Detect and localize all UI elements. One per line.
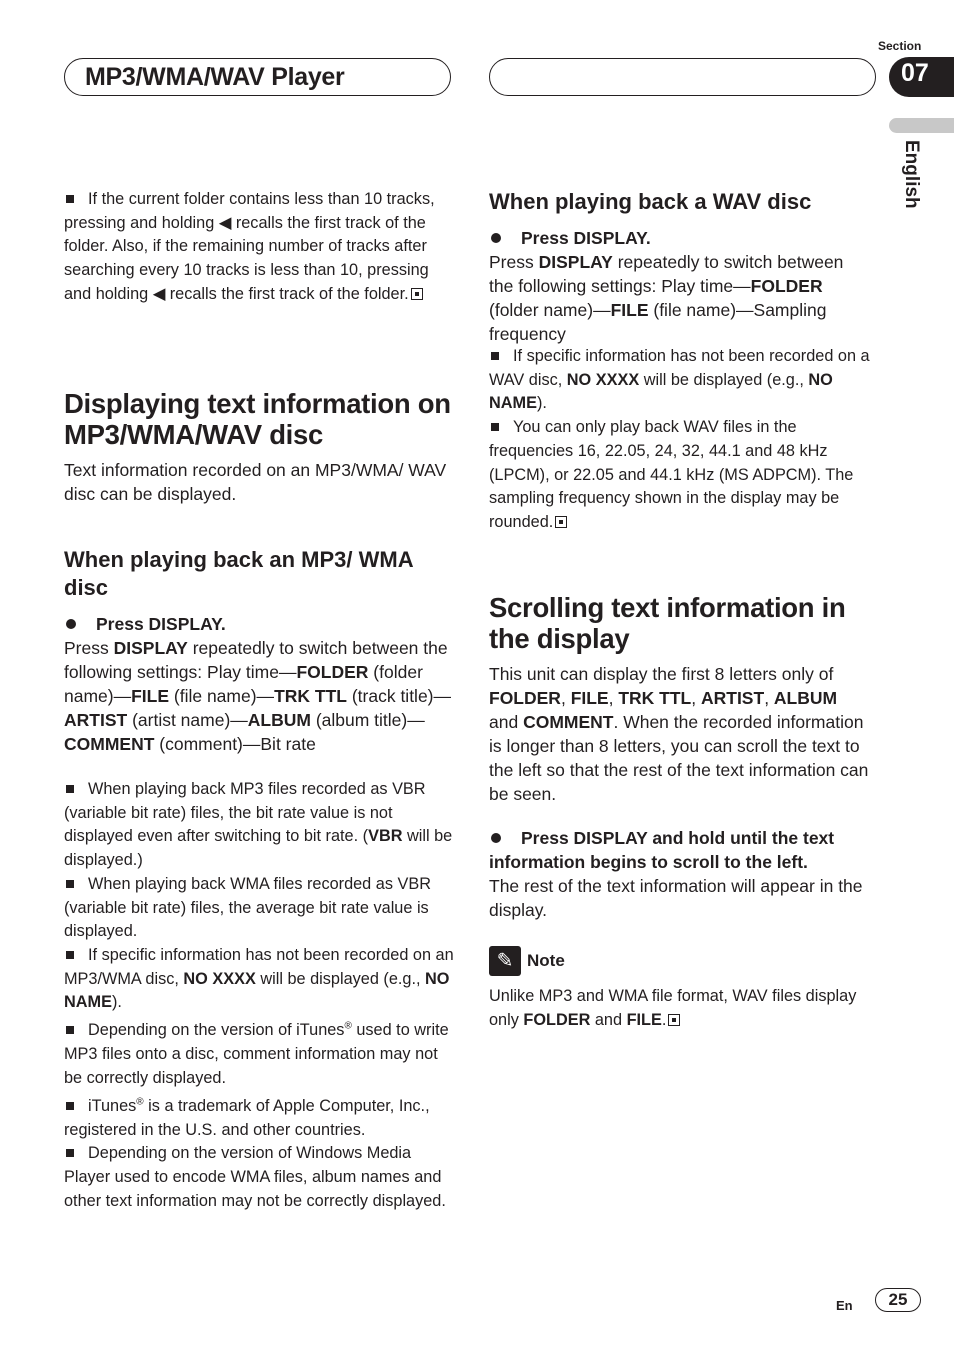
bullet-square-icon [66,951,74,959]
note-item: If specific information has not been recorded on a WAV disc, NO XXXX will be displayed (e.g., NO NAME). [489,347,870,413]
subheading-wav: When playing back a WAV disc [489,189,812,214]
pencil-note-icon: ✎ [489,946,521,976]
heading-scrolling-text: Scrolling text information in the display [489,592,846,654]
heading-displaying-text: Displaying text information on MP3/WMA/WAV disc [64,388,451,450]
note-item: You can only play back WAV files in the frequencies 16, 22.05, 24, 32, 44.1 and 48 kHz (LPCM), or 22.05 and 44.1 kHz (MS ADPCM). The sampling frequency shown in the display may be rounded. [489,418,854,531]
section-number: 07 [889,57,954,97]
step-body: Press DISPLAY repeatedly to switch between the following settings: Play time—FOLDER (folder name)—FILE (file name)—TRK TTL (track title)—ARTIST (artist name)—ALBUM (album title)—COMMENT (comment)—Bit rate [64,638,452,754]
bullet-dot-icon [66,619,76,629]
step2-body: The rest of the text information will appear in the display. [489,876,863,920]
step-press-hold: Press DISPLAY and hold until the text information begins to scroll to the left. [489,828,835,872]
header-empty-pill [489,58,876,96]
intro-bullet: If the current folder contains less than 10 tracks, pressing and holding ◀ recalls the first track of the folder. Also, if the remaining number of tracks after searching every 10 tracks is less than 10, pressing and holding ◀ recalls the first track of the folder. [64,190,435,303]
heading-body: This unit can display the first 8 letters only of FOLDER, FILE, TRK TTL, ARTIST, ALBUM and COMMENT. When the recorded information is longer than 8 letters, you can scroll the text to the left so that the rest of the text information can be seen. [489,664,869,804]
bullet-square-icon [66,195,74,203]
bullet-dot-icon [491,833,501,843]
subheading-mp3-wma: When playing back an MP3/ WMA disc [64,547,413,600]
header-title-pill [64,58,451,96]
bullet-square-icon [491,352,499,360]
end-mark-icon [411,288,423,300]
heading-body: Text information recorded on an MP3/WMA/ WAV disc can be displayed. [64,460,447,504]
language-label: English [901,140,922,209]
bullet-square-icon [66,1102,74,1110]
header-title: MP3/WMA/WAV Player [85,63,345,91]
step-body: Press DISPLAY repeatedly to switch between the following settings: Play time—FOLDER (folder name)—FILE (file name)—Sampling frequency [489,252,844,344]
bullet-square-icon [66,1149,74,1157]
language-tab [889,118,954,133]
footer-lang-code: En [836,1298,853,1313]
note-title: Note [527,951,565,970]
note-item: When playing back WMA files recorded as VBR (variable bit rate) files, the average bit rate value is displayed. [64,874,431,941]
note-item: Depending on the version of iTunes® used to write MP3 files onto a disc, comment information may not be correctly displayed. [64,1021,449,1087]
bullet-square-icon [66,785,74,793]
note-item: iTunes® is a trademark of Apple Computer, Inc., registered in the U.S. and other countries. [64,1096,430,1139]
bullet-dot-icon [491,233,501,243]
wav-notes-list [489,345,871,535]
note-header [489,946,871,976]
bullet-square-icon [66,880,74,888]
section-label: Section [878,39,922,53]
note-body: Unlike MP3 and WMA file format, WAV files display only FOLDER and FILE. [489,987,857,1029]
end-mark-icon [668,1014,680,1026]
bullet-square-icon [491,423,499,431]
end-mark-icon [555,516,567,528]
page-number: 25 [875,1288,921,1312]
note-item: When playing back MP3 files recorded as VBR (variable bit rate) files, the bit rate value is not displayed even after switching to bit rate. (VBR will be displayed.) [64,780,453,870]
bullet-square-icon [66,1026,74,1034]
notes-list [64,778,454,1214]
note-item: If specific information has not been recorded on an MP3/WMA disc, NO XXXX will be displayed (e.g., NO NAME). [64,945,454,1012]
step-press-display: Press DISPLAY. [489,226,871,250]
step-press-display: Press DISPLAY. [64,612,454,636]
note-item: Depending on the version of Windows Media Player used to encode WMA files, album names and other text information may not be correctly displayed. [64,1144,446,1210]
